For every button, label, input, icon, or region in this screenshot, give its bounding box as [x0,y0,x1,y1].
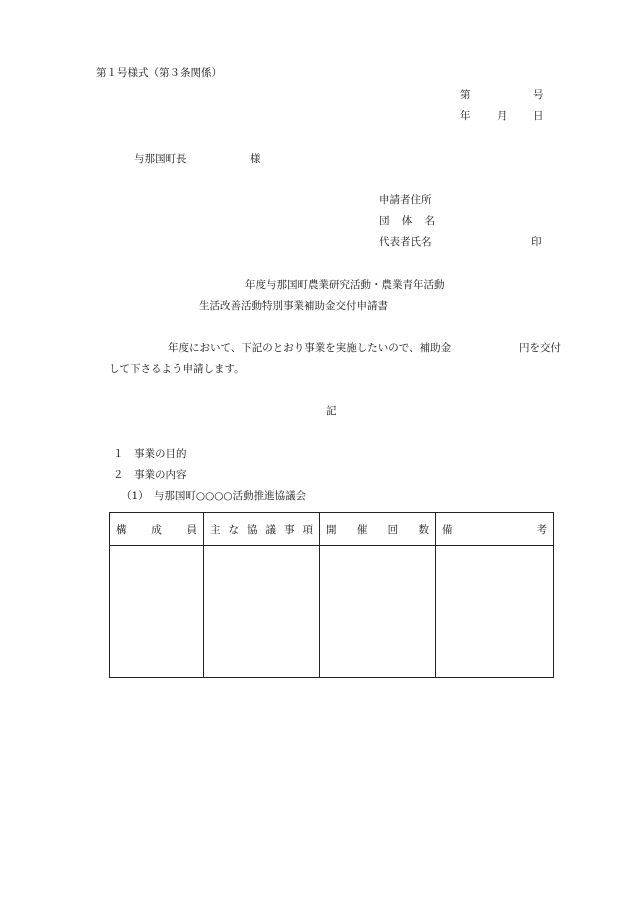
header-char: 備 [442,523,453,536]
body-text-part-2: 円を交付 [519,342,561,354]
form-number: 第１号様式（第３条関係） [96,67,222,79]
doc-no-go: 号 [533,89,544,101]
header-char: 事 [284,523,295,536]
applicant-org-char: 名 [424,215,435,227]
council-table [109,512,554,678]
cell-members[interactable] [110,546,204,678]
date-month: 月 [497,110,508,122]
date-day: 日 [533,110,544,122]
header-meeting-count [320,513,436,546]
header-remarks [436,513,554,546]
addressee-name: 与那国町長 [134,153,187,165]
item-2: ２ 事業の内容 [113,469,187,481]
header-char: 項 [302,523,313,536]
header-char: 回 [387,523,399,536]
applicant-org-label [379,216,435,227]
header-char: 構 [116,523,127,536]
title-line-2: 生活改善活動特別事業補助金交付申請書 [199,300,388,312]
header-char: 開 [326,523,337,536]
sub-item-1: （1） 与那国町○○○○活動推進協議会 [121,490,307,502]
title-line-1: 年度与那国町農業研究活動・農業青年活動 [245,279,445,291]
addressee-honorific: 様 [250,153,261,165]
body-text-part-1: 年度において、下記のとおり事業を実施したいので、補助金 [168,342,452,354]
table-header-row [110,513,554,546]
header-char: 員 [186,523,197,536]
header-char: 協 [247,523,258,536]
applicant-address-label: 申請者住所 [379,194,432,206]
seal-mark: 印 [531,236,542,248]
doc-no-dai: 第 [460,89,471,101]
body-text-part-3: して下さるよう申請します。 [109,363,245,375]
header-char: 催 [356,523,368,536]
header-char: 主 [210,523,221,536]
cell-remarks[interactable] [436,546,554,678]
header-main-topics [204,513,320,546]
header-char: 議 [265,523,276,536]
header-char: 考 [536,523,547,536]
applicant-org-char: 団 [379,215,390,227]
applicant-rep-label: 代表者氏名 [379,236,432,248]
header-char: 成 [151,523,162,536]
header-char: 数 [418,523,429,536]
header-members [110,513,204,546]
cell-meeting-count[interactable] [320,546,436,678]
date-year: 年 [460,110,471,122]
applicant-org-char: 体 [401,215,413,227]
ki-heading: 記 [326,405,337,417]
header-char: な [228,523,239,536]
cell-main-topics[interactable] [204,546,320,678]
table-row [110,546,554,678]
item-1: １ 事業の目的 [113,448,187,460]
